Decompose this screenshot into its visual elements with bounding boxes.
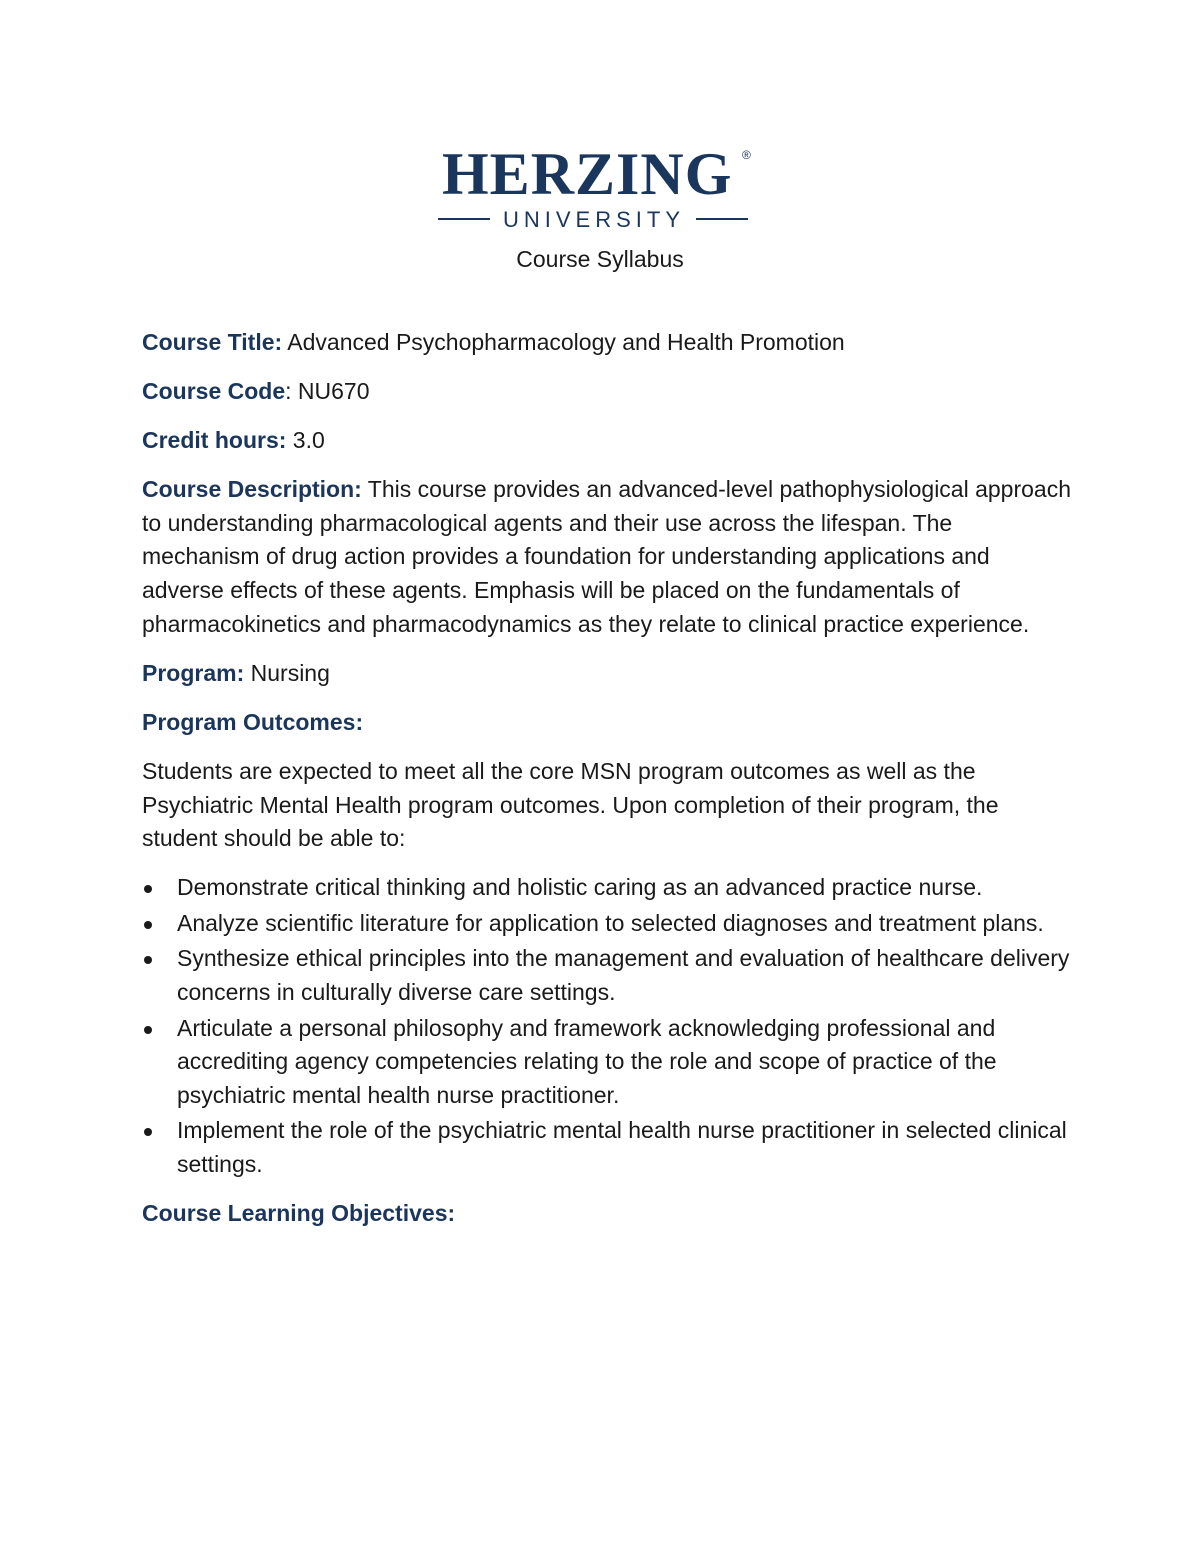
logo-rule-left [438,218,490,220]
bullet-icon [144,921,152,929]
registered-mark: ® [742,148,751,162]
logo-rule-right [696,218,748,220]
credit-hours-field [142,424,1072,458]
program-field [142,657,1072,691]
course-description-field [142,473,1072,641]
credit-hours-label: Credit hours: [142,427,287,454]
outcome-text: Implement the role of the psychiatric mental health nurse practitioner in selected clinical settings. [177,1117,1067,1177]
learning-objectives-heading [142,1197,1072,1231]
outcome-text: Analyze scientific literature for application to selected diagnoses and treatment plans. [177,909,1044,936]
list-item [142,871,1072,905]
list-item [142,1114,1072,1181]
herzing-university-logo [438,140,762,236]
program-label: Program: [142,659,245,686]
outcome-text: Demonstrate critical thinking and holistic caring as an advanced practice nurse. [177,874,983,901]
course-title-value: Advanced Psychopharmacology and Health Promotion [282,329,845,355]
outcome-text: Synthesize ethical principles into the management and evaluation of healthcare delivery concerns in culturally diverse care settings. [177,945,1070,1005]
bullet-icon [144,885,152,893]
bullet-icon [144,956,152,964]
learning-objectives-label: Course Learning Objectives: [142,1200,456,1227]
course-description-label: Course Description: [142,476,362,503]
logo-subtitle-row [438,206,748,234]
course-description-text: This course provides an advanced-level pathophysiological approach to understanding pharmacological agents and their use across the lifespan. The mechanism of drug action provides a foundation for understanding applications and adverse effects of these agents. Emphasis will be placed on the fundamentals of pharmacokinetics and pharmacodynamics as they relate to clinical practice experience. [142,476,1072,637]
course-title-field [142,326,1072,360]
logo-subtitle: UNIVERSITY [502,207,686,232]
course-code-field [142,375,1072,409]
list-item [142,907,1072,941]
list-item [142,942,1072,1009]
outcome-text: Articulate a personal philosophy and framework acknowledging professional and accrediting agency competencies relating to the role and scope of practice of the psychiatric mental health nurse practitioner. [177,1014,997,1108]
document-title: Course Syllabus [516,246,684,272]
course-code-separator: : [285,378,292,405]
outcomes-intro: Students are expected to meet all the core MSN program outcomes as well as the Psychiatric Mental Health program outcomes. Upon completion of their program, the student should be able to: [142,757,999,852]
syllabus-content [142,326,1072,1246]
course-code-label: Course Code [142,378,286,405]
logo-wordmark: HERZING [442,141,733,207]
program-value: Nursing [244,659,330,686]
program-outcomes-label: Program Outcomes: [142,708,364,735]
course-code-value: NU670 [291,378,370,405]
credit-hours-value: 3.0 [286,427,325,454]
program-outcomes-list [142,871,1072,1181]
bullet-icon [144,1026,152,1034]
course-title-label: Course Title: [142,329,283,355]
program-outcomes-heading [142,706,1072,740]
list-item [142,1012,1072,1113]
bullet-icon [144,1128,152,1136]
